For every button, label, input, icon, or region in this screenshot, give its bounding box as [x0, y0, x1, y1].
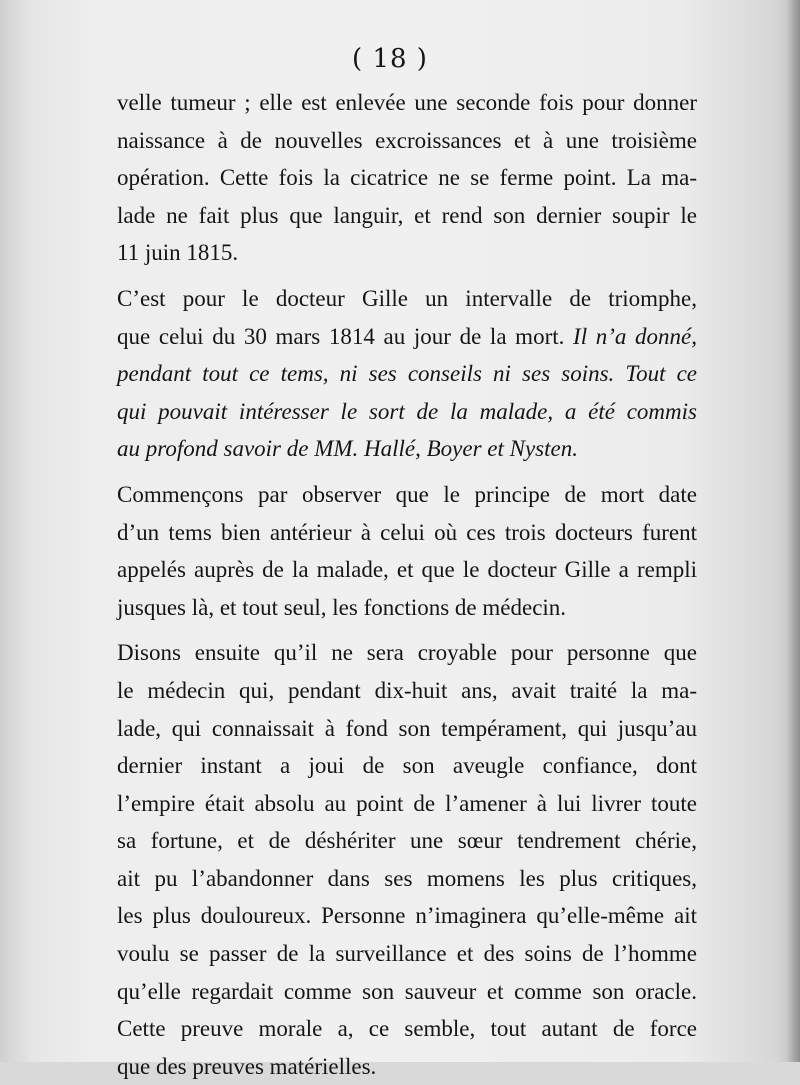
body-text: [117, 84, 697, 1085]
text-line: Cette preuve morale a, ce semble, tout autant de force: [117, 1016, 697, 1042]
text-segment: que celui du 30 mars 1814 au jour de la mort.: [117, 323, 574, 349]
paragraph-3: [117, 476, 697, 626]
paragraph-1: [117, 84, 697, 272]
text-line: ait pu l’abandonner dans ses momens les plus critiques,: [117, 865, 697, 891]
text-line: les plus douloureux. Personne n’imaginera qu’elle-même ait: [117, 903, 697, 929]
page-number: ( 18 ): [352, 44, 428, 74]
italic-line: qui pouvait intéresser le sort de la malade, a été commis: [117, 398, 697, 424]
text-line: voulu se passer de la surveillance et des soins de l’homme: [117, 941, 697, 967]
text-line: velle tumeur ; elle est enlevée une seconde fois pour donner: [117, 90, 697, 115]
text-line: lade, qui connaissait à fond son tempérament, qui jusqu’au: [117, 715, 697, 741]
paragraph-2: [117, 280, 697, 468]
text-line: 11 juin 1815.: [117, 240, 239, 266]
text-line: C’est pour le docteur Gille un intervalle de triomphe,: [117, 285, 697, 311]
text-line: d’un tems bien antérieur à celui où ces trois docteurs furent: [117, 519, 697, 545]
italic-line: pendant tout ce tems, ni ses conseils ni ses soins. Tout ce: [117, 361, 697, 387]
italic-line: au profond savoir de MM. Hallé, Boyer et Nysten.: [117, 436, 578, 462]
text-line: sa fortune, et de déshériter une sœur tendrement chérie,: [117, 828, 697, 854]
page-edge-shadow: [786, 0, 800, 1062]
text-line: Disons ensuite qu’il ne sera croyable pour personne que: [117, 640, 697, 666]
text-line: [117, 318, 697, 356]
text-line: Commençons par observer que le principe de mort date: [117, 481, 697, 507]
text-line: jusques là, et tout seul, les fonctions de médecin.: [117, 594, 567, 620]
italic-segment: Il n’a donné,: [573, 323, 697, 349]
text-line: qu’elle regardait comme son sauveur et comme son oracle.: [117, 978, 697, 1004]
paragraph-4: [117, 634, 697, 1085]
text-line: l’empire était absolu au point de l’amener à lui livrer toute: [117, 790, 697, 816]
text-line: opération. Cette fois la cicatrice ne se ferme point. La ma-: [117, 165, 697, 191]
text-line: que des preuves matérielles.: [117, 1053, 377, 1079]
text-line: naissance à de nouvelles excroissances et à une troisième: [117, 127, 697, 153]
text-line: le médecin qui, pendant dix-huit ans, avait traité la ma-: [117, 677, 697, 703]
text-line: dernier instant a joui de son aveugle confiance, dont: [117, 753, 697, 779]
text-line: lade ne fait plus que languir, et rend son dernier soupir le: [117, 202, 697, 228]
text-line: appelés auprès de la malade, et que le docteur Gille a rempli: [117, 557, 697, 583]
